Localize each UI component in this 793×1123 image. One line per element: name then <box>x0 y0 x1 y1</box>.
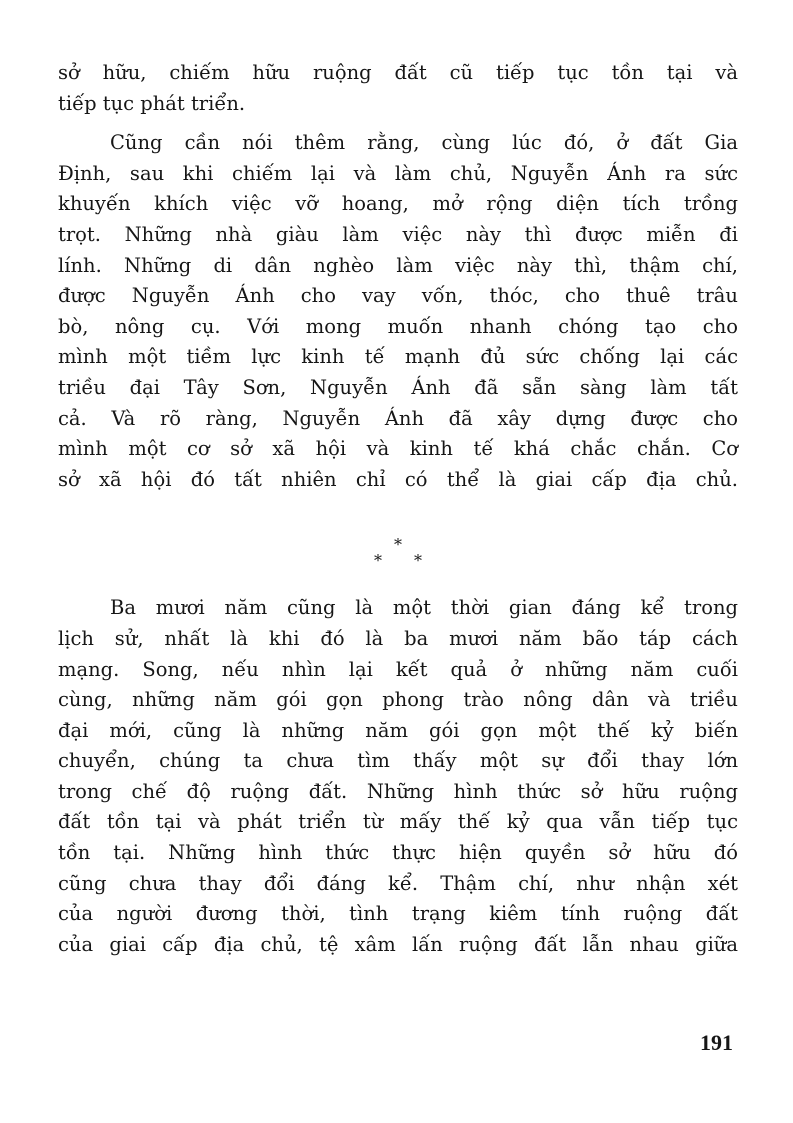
text-line: mạng. Song, nếu nhìn lại kết quả ở những năm cuối <box>58 657 738 681</box>
text-line: sở xã hội đó tất nhiên chỉ có thể là giai cấp địa chủ. <box>58 467 738 491</box>
text-line: đại mới, cũng là những năm gói gọn một thế kỷ biến <box>58 718 738 742</box>
text-line: lịch sử, nhất là khi đó là ba mươi năm bão táp cách <box>58 626 738 650</box>
text-line: lính. Những di dân nghèo làm việc này thì, thậm chí, <box>58 253 738 277</box>
text-line: đất tồn tại và phát triển từ mấy thế kỷ qua vẫn tiếp tục <box>58 810 738 834</box>
page-number: 191 <box>700 1030 733 1055</box>
text-line: bò, nông cụ. Với mong muốn nhanh chóng tạo cho <box>58 314 738 338</box>
text-line: cùng, những năm gói gọn phong trào nông dân và triều <box>58 688 738 712</box>
text-line: của người đương thời, tình trạng kiêm tính ruộng đất <box>58 902 738 926</box>
paragraph-2 <box>58 128 738 495</box>
text-line: triều đại Tây Sơn, Nguyễn Ánh đã sẵn sàng làm tất <box>58 375 738 399</box>
text-line: tiếp tục phát triển. <box>58 91 246 115</box>
paragraph-3 <box>58 593 738 960</box>
text-line: Cũng cần nói thêm rằng, cùng lúc đó, ở đất Gia <box>110 131 738 155</box>
page-body <box>58 58 738 960</box>
separator-asterisk: * <box>414 551 422 571</box>
separator-asterisk: * <box>374 551 382 571</box>
paragraph-1 <box>58 58 738 119</box>
text-line: của giai cấp địa chủ, tệ xâm lấn ruộng đất lẫn nhau giữa <box>58 932 738 956</box>
text-line: Ba mươi năm cũng là một thời gian đáng kể trong <box>110 596 738 620</box>
text-line: cũng chưa thay đổi đáng kể. Thậm chí, như nhận xét <box>58 871 738 895</box>
text-line: được Nguyễn Ánh cho vay vốn, thóc, cho thuê trâu <box>58 284 738 308</box>
text-line: mình một tiềm lực kinh tế mạnh đủ sức chống lại các <box>58 345 738 369</box>
section-separator <box>58 503 738 593</box>
text-line: trong chế độ ruộng đất. Những hình thức sở hữu ruộng <box>58 779 738 803</box>
text-line: cả. Và rõ ràng, Nguyễn Ánh đã xây dựng được cho <box>58 406 738 430</box>
text-line: tồn tại. Những hình thức thực hiện quyền sở hữu đó <box>58 841 738 865</box>
text-line: khuyến khích việc vỡ hoang, mở rộng diện tích trồng <box>58 192 738 216</box>
text-line: mình một cơ sở xã hội và kinh tế khá chắc chắn. Cơ <box>58 437 738 461</box>
text-line: sở hữu, chiếm hữu ruộng đất cũ tiếp tục tồn tại và <box>58 61 738 84</box>
text-line: trọt. Những nhà giàu làm việc này thì được miễn đi <box>58 222 738 246</box>
text-line: chuyển, chúng ta chưa tìm thấy một sự đổi thay lớn <box>58 749 738 773</box>
text-line: Định, sau khi chiếm lại và làm chủ, Nguyễn Ánh ra sức <box>58 161 738 185</box>
separator-asterisk: * <box>394 535 402 555</box>
